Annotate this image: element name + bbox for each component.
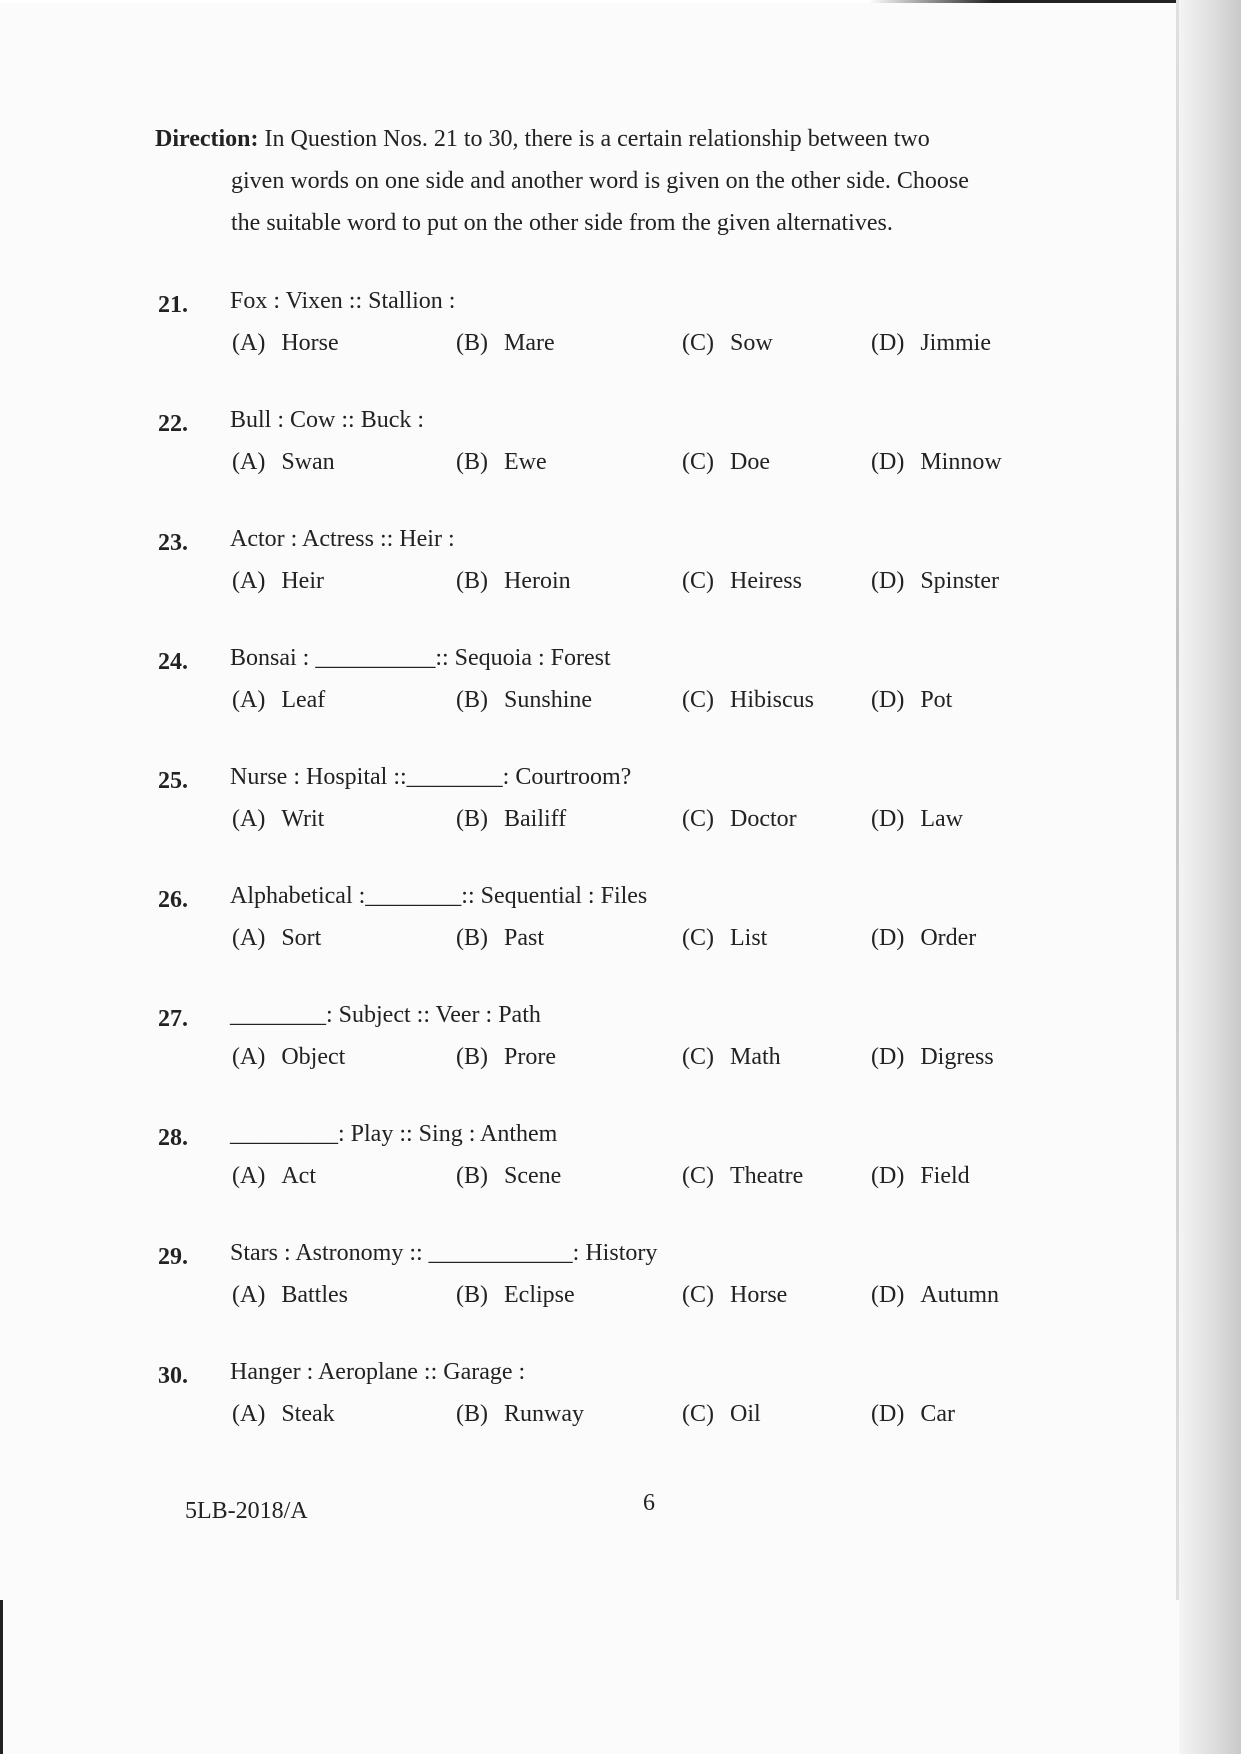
option-a[interactable] [232, 1044, 345, 1071]
option-letter: (B) [456, 449, 488, 475]
option-text: Autumn [920, 1282, 999, 1308]
option-letter: (A) [232, 330, 266, 356]
option-letter: (C) [682, 330, 714, 356]
option-letter: (A) [232, 925, 266, 951]
option-a[interactable] [232, 687, 325, 714]
option-c[interactable] [682, 806, 797, 833]
option-text: Doe [730, 449, 770, 475]
option-text: Steak [281, 1401, 335, 1427]
option-d[interactable] [871, 568, 999, 595]
option-text: Hibiscus [730, 687, 814, 713]
option-b[interactable] [456, 1163, 561, 1190]
option-letter: (D) [871, 1044, 905, 1070]
option-letter: (C) [682, 687, 714, 713]
option-c[interactable] [682, 330, 773, 357]
booklet-code: 5LB-2018/A [185, 1498, 308, 1524]
option-letter: (B) [456, 1282, 488, 1308]
option-letter: (D) [871, 330, 905, 356]
option-a[interactable] [232, 806, 324, 833]
question-25 [158, 764, 1058, 878]
question-number: 23. [158, 530, 188, 556]
option-d[interactable] [871, 1163, 970, 1190]
scan-edge-right [1179, 0, 1241, 1754]
option-letter: (A) [232, 1163, 266, 1189]
option-text: Past [504, 925, 545, 951]
option-a[interactable] [232, 330, 339, 357]
question-21 [158, 288, 1058, 402]
option-text: Sunshine [504, 687, 593, 713]
option-d[interactable] [871, 449, 1002, 476]
question-number: 27. [158, 1006, 188, 1032]
option-b[interactable] [456, 687, 592, 714]
option-d[interactable] [871, 925, 976, 952]
option-letter: (A) [232, 806, 266, 832]
option-letter: (A) [232, 687, 266, 713]
option-b[interactable] [456, 330, 555, 357]
scan-edge-left [0, 1600, 3, 1754]
option-letter: (A) [232, 568, 266, 594]
option-text: Scene [504, 1163, 562, 1189]
option-b[interactable] [456, 568, 571, 595]
option-text: Jimmie [920, 330, 991, 356]
option-text: Runway [504, 1401, 584, 1427]
question-number: 26. [158, 887, 188, 913]
option-d[interactable] [871, 687, 952, 714]
option-a[interactable] [232, 449, 335, 476]
option-text: Sort [281, 925, 322, 951]
option-b[interactable] [456, 1282, 575, 1309]
option-letter: (D) [871, 568, 905, 594]
option-d[interactable] [871, 1282, 999, 1309]
question-text: Hanger : Aeroplane :: Garage : [230, 1359, 526, 1385]
option-d[interactable] [871, 330, 991, 357]
option-text: Object [281, 1044, 346, 1070]
option-a[interactable] [232, 1282, 348, 1309]
option-text: Digress [920, 1044, 994, 1070]
question-text: Bonsai : __________:: Sequoia : Forest [230, 645, 611, 671]
option-letter: (B) [456, 1401, 488, 1427]
option-letter: (D) [871, 1282, 905, 1308]
scan-shadow-line [1176, 0, 1179, 1600]
option-letter: (D) [871, 687, 905, 713]
direction-line-3: the suitable word to put on the other side from the given alternatives. [231, 210, 893, 236]
question-text: Nurse : Hospital ::________: Courtroom? [230, 764, 632, 790]
question-27 [158, 1002, 1058, 1116]
option-d[interactable] [871, 806, 963, 833]
question-number: 24. [158, 649, 188, 675]
option-b[interactable] [456, 806, 566, 833]
question-text: Fox : Vixen :: Stallion : [230, 288, 456, 314]
option-c[interactable] [682, 1282, 787, 1309]
option-text: Heroin [504, 568, 571, 594]
direction-line-1 [155, 118, 1095, 160]
option-text: Bailiff [504, 806, 567, 832]
option-text: Heiress [730, 568, 802, 594]
option-text: Sow [730, 330, 773, 356]
option-c[interactable] [682, 1401, 761, 1428]
question-text: Stars : Astronomy :: ____________: History [230, 1240, 658, 1266]
option-letter: (B) [456, 925, 488, 951]
option-c[interactable] [682, 1044, 781, 1071]
option-text: Pot [920, 687, 953, 713]
option-text: Writ [281, 806, 325, 832]
option-letter: (C) [682, 925, 714, 951]
question-text: _________: Play :: Sing : Anthem [230, 1121, 558, 1147]
option-c[interactable] [682, 687, 814, 714]
option-text: Heir [281, 568, 324, 594]
option-text: Doctor [730, 806, 797, 832]
direction-line-2: given words on one side and another word is given on the other side. Choose [231, 168, 969, 194]
option-text: Spinster [920, 568, 999, 594]
direction-text-1: In Question Nos. 21 to 30, there is a certain relationship between two [264, 126, 930, 152]
option-text: Minnow [920, 449, 1002, 475]
option-letter: (B) [456, 1044, 488, 1070]
option-text: Ewe [504, 449, 547, 475]
option-a[interactable] [232, 1163, 316, 1190]
direction-label: Direction: [155, 126, 259, 152]
option-letter: (A) [232, 449, 266, 475]
option-d[interactable] [871, 1401, 955, 1428]
option-c[interactable] [682, 449, 770, 476]
question-22 [158, 407, 1058, 521]
page-number: 6 [643, 1490, 655, 1516]
question-24 [158, 645, 1058, 759]
question-28 [158, 1121, 1058, 1235]
question-30 [158, 1359, 1058, 1473]
question-number: 28. [158, 1125, 188, 1151]
option-c[interactable] [682, 568, 802, 595]
question-text: Alphabetical :________:: Sequential : Files [230, 883, 648, 909]
option-letter: (C) [682, 568, 714, 594]
option-text: Prore [504, 1044, 556, 1070]
option-letter: (C) [682, 1282, 714, 1308]
option-letter: (A) [232, 1044, 266, 1070]
option-letter: (C) [682, 449, 714, 475]
question-23 [158, 526, 1058, 640]
option-letter: (B) [456, 568, 488, 594]
option-b[interactable] [456, 1044, 556, 1071]
option-text: Law [920, 806, 963, 832]
option-letter: (D) [871, 806, 905, 832]
option-letter: (B) [456, 330, 488, 356]
question-number: 30. [158, 1363, 188, 1389]
option-b[interactable] [456, 925, 544, 952]
option-letter: (C) [682, 806, 714, 832]
direction-paragraph [155, 118, 1095, 244]
option-text: Theatre [730, 1163, 804, 1189]
option-text: Math [730, 1044, 781, 1070]
question-29 [158, 1240, 1058, 1354]
question-text: ________: Subject :: Veer : Path [230, 1002, 541, 1028]
option-text: Car [920, 1401, 955, 1427]
option-d[interactable] [871, 1044, 994, 1071]
option-text: Field [920, 1163, 970, 1189]
question-number: 29. [158, 1244, 188, 1270]
option-text: Battles [281, 1282, 348, 1308]
option-text: Swan [281, 449, 335, 475]
option-text: Order [920, 925, 977, 951]
option-letter: (C) [682, 1163, 714, 1189]
option-letter: (D) [871, 1163, 905, 1189]
option-text: Oil [730, 1401, 761, 1427]
option-a[interactable] [232, 1401, 335, 1428]
question-number: 25. [158, 768, 188, 794]
option-letter: (B) [456, 806, 488, 832]
option-letter: (D) [871, 449, 905, 475]
option-b[interactable] [456, 1401, 584, 1428]
option-letter: (B) [456, 687, 488, 713]
option-a[interactable] [232, 925, 321, 952]
option-letter: (A) [232, 1282, 266, 1308]
option-c[interactable] [682, 1163, 803, 1190]
option-letter: (D) [871, 1401, 905, 1427]
option-letter: (C) [682, 1044, 714, 1070]
question-text: Actor : Actress :: Heir : [230, 526, 455, 552]
question-number: 22. [158, 411, 188, 437]
question-26 [158, 883, 1058, 997]
option-text: Leaf [281, 687, 326, 713]
option-text: Act [281, 1163, 316, 1189]
option-text: List [730, 925, 768, 951]
option-letter: (B) [456, 1163, 488, 1189]
option-text: Horse [730, 1282, 788, 1308]
option-c[interactable] [682, 925, 767, 952]
option-a[interactable] [232, 568, 324, 595]
option-text: Horse [281, 330, 339, 356]
option-letter: (A) [232, 1401, 266, 1427]
question-number: 21. [158, 292, 188, 318]
option-letter: (D) [871, 925, 905, 951]
option-letter: (C) [682, 1401, 714, 1427]
option-text: Mare [504, 330, 555, 356]
question-text: Bull : Cow :: Buck : [230, 407, 425, 433]
scan-edge-top [0, 0, 1241, 3]
option-text: Eclipse [504, 1282, 575, 1308]
option-b[interactable] [456, 449, 547, 476]
